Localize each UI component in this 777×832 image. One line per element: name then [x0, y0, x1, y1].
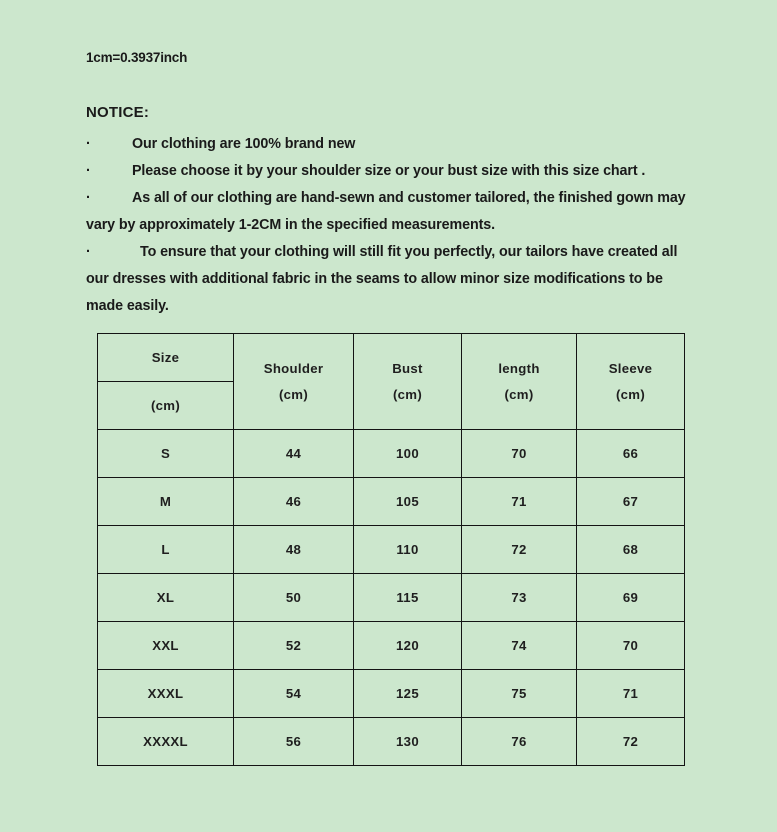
header-length-unit: (cm) [504, 386, 534, 402]
cell-sleeve: 72 [577, 718, 685, 766]
header-bust-unit: (cm) [392, 386, 423, 402]
table-row [98, 526, 685, 574]
table-row [98, 478, 685, 526]
cell-sleeve: 68 [577, 526, 685, 574]
size-chart-table [97, 333, 685, 766]
header-sleeve-name: Sleeve [608, 360, 653, 376]
cell-bust: 125 [354, 670, 462, 718]
cell-sleeve: 66 [577, 430, 685, 478]
unit-conversion-note: 1cm=0.3937inch [86, 50, 188, 65]
notice-item [86, 185, 700, 239]
cell-sleeve: 67 [577, 478, 685, 526]
bullet-icon: · [86, 244, 91, 260]
notice-item-text: Please choose it by your shoulder size or your bust size with this size chart . [132, 163, 646, 179]
cell-bust: 130 [354, 718, 462, 766]
notice-item [86, 158, 700, 185]
table-header-row-primary [98, 334, 685, 382]
cell-shoulder: 54 [234, 670, 354, 718]
cell-size: XXL [98, 622, 234, 670]
table-row [98, 622, 685, 670]
notice-heading: NOTICE: [86, 104, 150, 121]
notice-list [86, 131, 700, 320]
header-length [462, 334, 577, 430]
header-shoulder [234, 334, 354, 430]
header-length-name: length [498, 360, 540, 376]
cell-bust: 120 [354, 622, 462, 670]
cell-shoulder: 50 [234, 574, 354, 622]
cell-size: S [98, 430, 234, 478]
cell-length: 73 [462, 574, 577, 622]
notice-item [86, 239, 700, 320]
cell-shoulder: 56 [234, 718, 354, 766]
cell-bust: 115 [354, 574, 462, 622]
table-row [98, 718, 685, 766]
header-size-label: Size [98, 334, 234, 382]
size-chart-body [98, 430, 685, 766]
cell-length: 74 [462, 622, 577, 670]
cell-size: XL [98, 574, 234, 622]
table-row [98, 430, 685, 478]
header-sleeve-unit: (cm) [615, 386, 646, 402]
table-row [98, 574, 685, 622]
cell-length: 72 [462, 526, 577, 574]
bullet-icon: · [86, 163, 91, 179]
cell-bust: 110 [354, 526, 462, 574]
header-bust-name: Bust [392, 360, 423, 376]
bullet-icon: · [86, 136, 91, 152]
cell-sleeve: 71 [577, 670, 685, 718]
cell-length: 71 [462, 478, 577, 526]
header-shoulder-name: Shoulder [263, 360, 324, 376]
cell-length: 76 [462, 718, 577, 766]
notice-item [86, 131, 700, 158]
header-shoulder-unit: (cm) [278, 386, 309, 402]
cell-size: M [98, 478, 234, 526]
cell-bust: 105 [354, 478, 462, 526]
cell-sleeve: 69 [577, 574, 685, 622]
cell-bust: 100 [354, 430, 462, 478]
cell-sleeve: 70 [577, 622, 685, 670]
header-sleeve [577, 334, 685, 430]
notice-item-text: As all of our clothing are hand-sewn and customer tailored, the finished gown may vary by approximately 1-2CM in the specified measurements. [86, 190, 686, 233]
table-row [98, 670, 685, 718]
cell-shoulder: 48 [234, 526, 354, 574]
header-size-unit: (cm) [98, 382, 234, 430]
cell-length: 70 [462, 430, 577, 478]
notice-item-text: To ensure that your clothing will still fit you perfectly, our tailors have created all our dresses with additional fabric in the seams to allow minor size modifications to be made easily. [86, 244, 678, 314]
cell-size: XXXXL [98, 718, 234, 766]
cell-size: XXXL [98, 670, 234, 718]
cell-shoulder: 46 [234, 478, 354, 526]
cell-shoulder: 44 [234, 430, 354, 478]
size-chart-container [97, 333, 684, 766]
cell-length: 75 [462, 670, 577, 718]
cell-size: L [98, 526, 234, 574]
size-chart-head [98, 334, 685, 430]
notice-item-text: Our clothing are 100% brand new [132, 136, 356, 152]
bullet-icon: · [86, 190, 91, 206]
cell-shoulder: 52 [234, 622, 354, 670]
header-bust [354, 334, 462, 430]
